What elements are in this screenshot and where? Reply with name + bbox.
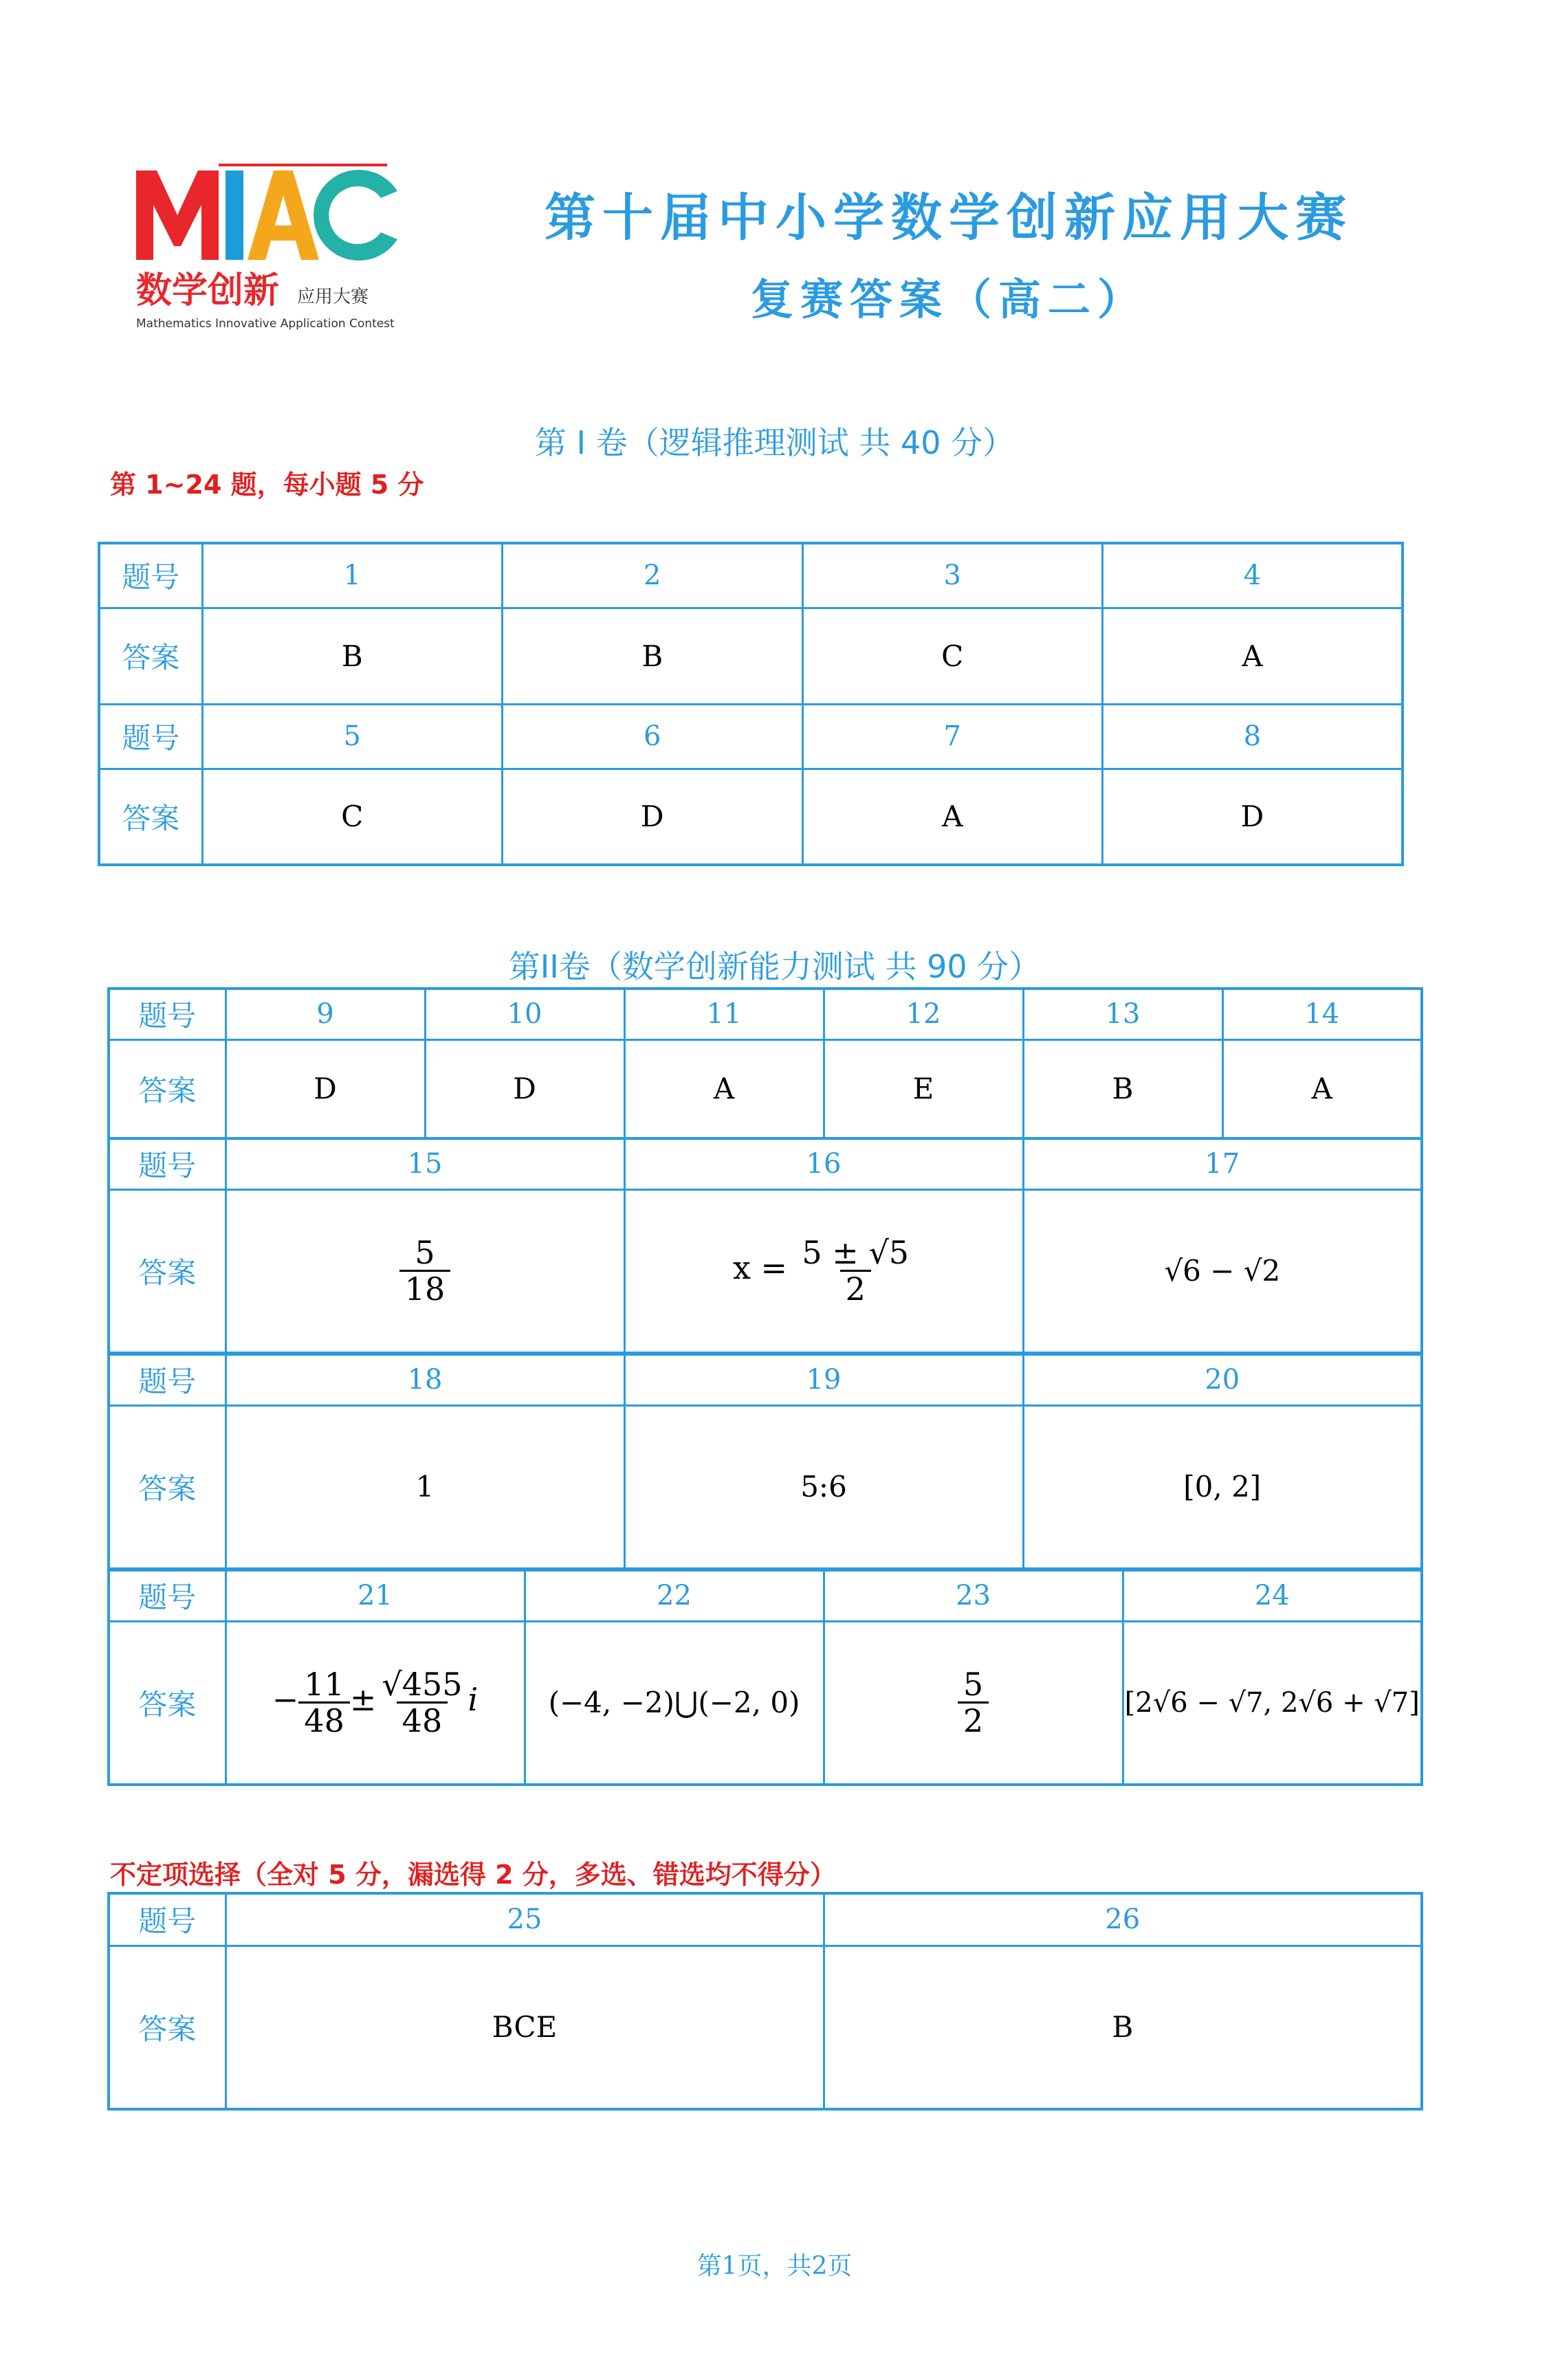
table-row bbox=[109, 1354, 1422, 1405]
section1-title: 第 I 卷（逻辑推理测试 共 40 分） bbox=[534, 424, 1015, 461]
answer-cell bbox=[226, 1189, 624, 1353]
answer-cell: [2√6 − √7, 2√6 + √7] bbox=[1123, 1621, 1422, 1785]
table-row bbox=[109, 1570, 1422, 1621]
table-row bbox=[109, 1946, 1422, 2109]
answer-cell: (−4, −2)⋃(−2, 0) bbox=[525, 1621, 824, 1785]
row-label: 题号 bbox=[109, 1354, 226, 1405]
logo-chinese-small: 应用大赛 bbox=[297, 287, 369, 307]
miac-logo-graphic bbox=[129, 150, 404, 342]
question-number: 15 bbox=[226, 1138, 624, 1189]
minus-sign: − bbox=[272, 1680, 299, 1718]
row-label: 答案 bbox=[109, 1405, 226, 1569]
answer-cell: B bbox=[824, 1946, 1422, 2109]
section1-note: 第 1~24 题，每小题 5 分 bbox=[110, 470, 424, 500]
answer-cell bbox=[824, 1621, 1123, 1785]
question-number: 24 bbox=[1123, 1570, 1422, 1621]
answer-cell bbox=[226, 1621, 525, 1785]
answer-cell: C bbox=[202, 769, 503, 865]
page-footer: 第1页，共2页 bbox=[696, 2252, 853, 2280]
answer-cell: A bbox=[1222, 1039, 1422, 1138]
row-label: 答案 bbox=[109, 1621, 226, 1785]
table-row bbox=[109, 1039, 1422, 1138]
denominator: 2 bbox=[958, 1701, 989, 1739]
row-label: 答案 bbox=[109, 1946, 226, 2109]
question-number: 9 bbox=[226, 989, 425, 1039]
denominator: 48 bbox=[397, 1701, 448, 1739]
question-number: 4 bbox=[1103, 543, 1403, 608]
row-label: 答案 bbox=[99, 608, 202, 704]
section3-table bbox=[107, 1892, 1423, 2111]
row-label: 答案 bbox=[99, 769, 202, 865]
row-label: 题号 bbox=[109, 989, 226, 1039]
denominator: 18 bbox=[399, 1270, 451, 1307]
answer-cell: BCE bbox=[226, 1946, 824, 2109]
row-label: 题号 bbox=[109, 1138, 226, 1189]
row-label: 题号 bbox=[109, 1893, 226, 1946]
imaginary-unit: i bbox=[468, 1680, 479, 1718]
question-number: 14 bbox=[1222, 989, 1422, 1039]
plus-minus-sign: ± bbox=[349, 1680, 377, 1718]
question-number: 25 bbox=[226, 1893, 824, 1946]
fraction bbox=[376, 1667, 468, 1739]
answer-cell: D bbox=[425, 1039, 624, 1138]
question-number: 1 bbox=[202, 543, 503, 608]
answer-cell: A bbox=[624, 1039, 824, 1138]
denominator: 48 bbox=[298, 1701, 350, 1739]
table-row bbox=[99, 608, 1403, 704]
answer-cell: 5:6 bbox=[624, 1405, 1023, 1569]
question-number: 10 bbox=[425, 989, 624, 1039]
numerator: 5 ± √5 bbox=[802, 1233, 910, 1271]
row-label: 题号 bbox=[109, 1570, 226, 1621]
question-number: 20 bbox=[1023, 1354, 1422, 1405]
numerator: 5 bbox=[415, 1233, 435, 1271]
row-label: 答案 bbox=[109, 1189, 226, 1353]
section3-note: 不定项选择（全对 5 分，漏选得 2 分，多选、错选均不得分） bbox=[110, 1860, 836, 1890]
table-row bbox=[109, 1405, 1422, 1569]
logo-english: Mathematics Innovative Application Contest bbox=[136, 317, 395, 331]
question-number: 6 bbox=[503, 704, 803, 769]
question-number: 8 bbox=[1103, 704, 1403, 769]
answer-cell: B bbox=[202, 608, 503, 704]
answer-cell: √6 − √2 bbox=[1023, 1189, 1422, 1353]
page-title: 第十届中小学数学创新应用大赛 bbox=[545, 188, 1353, 247]
numerator: 5 bbox=[963, 1665, 984, 1703]
fraction bbox=[298, 1667, 350, 1739]
denominator: 2 bbox=[840, 1270, 871, 1307]
table-row bbox=[109, 1893, 1422, 1946]
miac-logo bbox=[129, 150, 404, 342]
answer-cell: E bbox=[824, 1039, 1023, 1138]
question-number: 16 bbox=[624, 1138, 1023, 1189]
equation-lhs: x = bbox=[732, 1248, 788, 1286]
question-number: 23 bbox=[824, 1570, 1123, 1621]
question-number: 11 bbox=[624, 989, 824, 1039]
row-label: 题号 bbox=[99, 704, 202, 769]
answer-cell: D bbox=[226, 1039, 425, 1138]
question-number: 7 bbox=[802, 704, 1103, 769]
numerator: √455 bbox=[382, 1665, 463, 1703]
answer-cell bbox=[624, 1189, 1023, 1353]
page-subtitle: 复赛答案（高二） bbox=[750, 274, 1147, 324]
answer-cell: B bbox=[503, 608, 803, 704]
answer-cell: D bbox=[1103, 769, 1403, 865]
question-number: 18 bbox=[226, 1354, 624, 1405]
question-number: 19 bbox=[624, 1354, 1023, 1405]
question-number: 26 bbox=[824, 1893, 1422, 1946]
question-number: 22 bbox=[525, 1570, 824, 1621]
table-row bbox=[109, 989, 1422, 1039]
answer-cell: A bbox=[1103, 608, 1403, 704]
table-row bbox=[109, 1189, 1422, 1353]
question-number: 13 bbox=[1023, 989, 1222, 1039]
question-number: 21 bbox=[226, 1570, 525, 1621]
answer-cell: 1 bbox=[226, 1405, 624, 1569]
row-label: 题号 bbox=[99, 543, 202, 608]
question-number: 5 bbox=[202, 704, 503, 769]
table-row bbox=[109, 1138, 1422, 1189]
answer-cell: C bbox=[802, 608, 1103, 704]
logo-chinese: 数学创新 bbox=[136, 270, 280, 311]
fraction bbox=[796, 1235, 914, 1307]
numerator: 11 bbox=[304, 1665, 344, 1703]
question-number: 2 bbox=[503, 543, 803, 608]
fraction bbox=[958, 1667, 989, 1739]
section1-table bbox=[98, 542, 1404, 866]
question-number: 12 bbox=[824, 989, 1023, 1039]
table-row bbox=[109, 1621, 1422, 1785]
answer-cell: D bbox=[503, 769, 803, 865]
section2-table-block3 bbox=[107, 1353, 1423, 1570]
table-row bbox=[99, 704, 1403, 769]
answer-cell: [0, 2] bbox=[1023, 1405, 1422, 1569]
section2-table-block4 bbox=[107, 1569, 1423, 1786]
section2-table-block1 bbox=[107, 987, 1423, 1140]
answer-cell: B bbox=[1023, 1039, 1222, 1138]
section2-table-block2 bbox=[107, 1137, 1423, 1354]
answer-cell: A bbox=[802, 769, 1103, 865]
question-number: 17 bbox=[1023, 1138, 1422, 1189]
row-label: 答案 bbox=[109, 1039, 226, 1138]
section2-title: 第II卷（数学创新能力测试 共 90 分） bbox=[508, 948, 1041, 985]
fraction bbox=[399, 1235, 451, 1307]
table-row bbox=[99, 769, 1403, 865]
table-row bbox=[99, 543, 1403, 608]
question-number: 3 bbox=[802, 543, 1103, 608]
